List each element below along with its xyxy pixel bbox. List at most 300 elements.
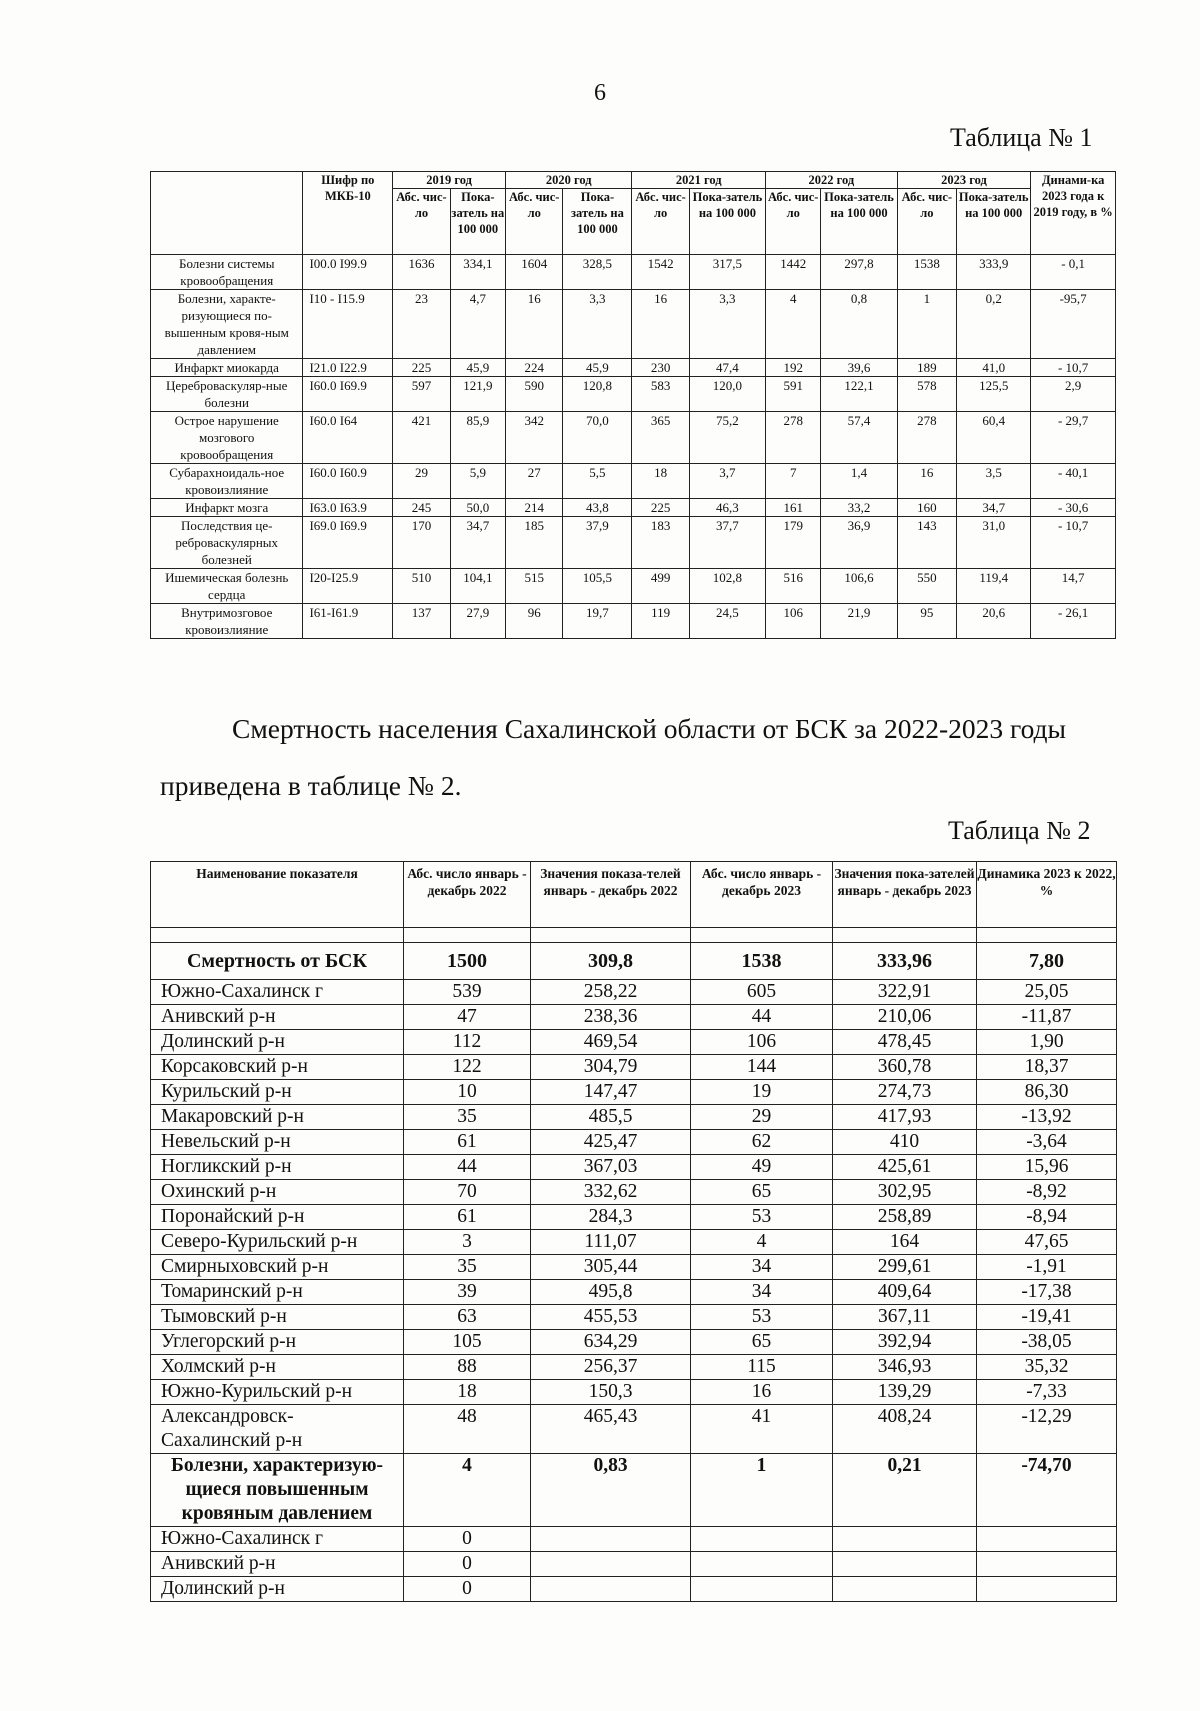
t2-cell: -19,41 [977, 1305, 1117, 1330]
t1-cell: - 29,7 [1031, 412, 1116, 464]
t2-header: Значения показа-телей январь - декабрь 2022 [531, 862, 691, 928]
t2-cell: 417,93 [833, 1105, 977, 1130]
t1-cell: 3,5 [957, 464, 1031, 499]
table-row [151, 604, 1116, 639]
t2-header: Абс. число январь - декабрь 2022 [404, 862, 531, 928]
t2-row-name: Макаровский р-н [151, 1105, 404, 1130]
t1-cell: 85,9 [450, 412, 505, 464]
table-row [151, 1130, 1117, 1155]
t1-cell: 39,6 [821, 359, 897, 377]
t2-cell: 367,11 [833, 1305, 977, 1330]
t1-cell: 590 [506, 377, 563, 412]
t1-cell: 120,0 [689, 377, 765, 412]
t1-row-code: I63.0 I63.9 [303, 499, 393, 517]
table-row [151, 1080, 1117, 1105]
t2-cell: 0,21 [833, 1454, 977, 1527]
t1-cell: 16 [632, 290, 689, 359]
t1-row-code: I21.0 I22.9 [303, 359, 393, 377]
t1-cell: 143 [897, 517, 957, 569]
table-row [151, 1255, 1117, 1280]
t2-cell: 44 [404, 1155, 531, 1180]
t2-row-name: Южно-Курильский р-н [151, 1380, 404, 1405]
table-row [151, 1030, 1117, 1055]
table-row [151, 1305, 1117, 1330]
t1-header-year: 2022 год [766, 172, 898, 189]
t2-cell: 634,29 [531, 1330, 691, 1355]
paragraph-line1: Смертность населения Сахалинской области от БСК за 2022-2023 годы [232, 713, 1066, 744]
t1-header-year: 2021 год [632, 172, 766, 189]
t2-cell: 7,80 [977, 943, 1117, 980]
t2-cell [977, 1527, 1117, 1552]
t2-cell: 29 [691, 1105, 833, 1130]
t2-header: Значения пока-зателей январь - декабрь 2023 [833, 862, 977, 928]
t2-cell: 48 [404, 1405, 531, 1454]
t1-cell: 0,2 [957, 290, 1031, 359]
t2-cell [833, 1552, 977, 1577]
t1-cell: 121,9 [450, 377, 505, 412]
t1-header-name [151, 172, 303, 255]
t2-cell: 299,61 [833, 1255, 977, 1280]
t1-cell: 333,9 [957, 255, 1031, 290]
table-row [151, 1205, 1117, 1230]
table-row [151, 943, 1117, 980]
t1-cell: 125,5 [957, 377, 1031, 412]
t1-cell: 583 [632, 377, 689, 412]
t1-row-name: Острое нарушение мозгового кровообращения [151, 412, 303, 464]
t2-cell: 274,73 [833, 1080, 977, 1105]
t2-header: Динамика 2023 к 2022, % [977, 862, 1117, 928]
t2-cell: 346,93 [833, 1355, 977, 1380]
t2-row-name: Тымовский р-н [151, 1305, 404, 1330]
t1-cell: 60,4 [957, 412, 1031, 464]
t2-cell: 0 [404, 1577, 531, 1602]
t2-cell: 302,95 [833, 1180, 977, 1205]
t1-cell: 597 [393, 377, 450, 412]
t1-row-code: I60.0 I60.9 [303, 464, 393, 499]
t2-cell: 333,96 [833, 943, 977, 980]
t1-cell: 27,9 [450, 604, 505, 639]
t2-row-name: Углегорский р-н [151, 1330, 404, 1355]
t1-cell: 45,9 [563, 359, 632, 377]
table-row [151, 1355, 1117, 1380]
t2-cell: 322,91 [833, 980, 977, 1005]
table-row [151, 1180, 1117, 1205]
t2-cell: 18 [404, 1380, 531, 1405]
t1-cell: 328,5 [563, 255, 632, 290]
table-row [151, 1552, 1117, 1577]
t2-cell [531, 1552, 691, 1577]
t2-cell: -74,70 [977, 1454, 1117, 1527]
t2-cell: 469,54 [531, 1030, 691, 1055]
t2-row-name: Ногликский р-н [151, 1155, 404, 1180]
t1-cell: - 10,7 [1031, 517, 1116, 569]
table-row [151, 359, 1116, 377]
t1-row-name: Внутримозговое кровоизлияние [151, 604, 303, 639]
t2-cell: 18,37 [977, 1055, 1117, 1080]
t2-cell: 105 [404, 1330, 531, 1355]
t1-cell: 46,3 [689, 499, 765, 517]
t2-cell: 238,36 [531, 1005, 691, 1030]
t1-row-name: Цереброваскуляр-ные болезни [151, 377, 303, 412]
t1-row-name: Болезни системы кровообращения [151, 255, 303, 290]
t2-cell [531, 1527, 691, 1552]
t1-cell: 317,5 [689, 255, 765, 290]
t2-cell [531, 1577, 691, 1602]
table-row [151, 1330, 1117, 1355]
t2-cell [691, 1577, 833, 1602]
t2-cell: 304,79 [531, 1055, 691, 1080]
t1-header-dynamics: Динами-ка 2023 года к 2019 году, в % [1031, 172, 1116, 255]
t2-row-name: Александровск-Сахалинский р-н [151, 1405, 404, 1454]
t2-row-name: Невельский р-н [151, 1130, 404, 1155]
t2-cell: 367,03 [531, 1155, 691, 1180]
t1-cell: 192 [766, 359, 821, 377]
t1-cell: 1 [897, 290, 957, 359]
table-row [151, 980, 1117, 1005]
t1-cell: 14,7 [1031, 569, 1116, 604]
t2-cell [977, 1577, 1117, 1602]
t2-cell: -12,29 [977, 1405, 1117, 1454]
t2-cell: 15,96 [977, 1155, 1117, 1180]
table-row [151, 1577, 1117, 1602]
t2-cell: 139,29 [833, 1380, 977, 1405]
t1-cell: 185 [506, 517, 563, 569]
table-row [151, 1454, 1117, 1527]
table-row [151, 255, 1116, 290]
t1-cell: - 40,1 [1031, 464, 1116, 499]
t2-row-name: Смирныховский р-н [151, 1255, 404, 1280]
t2-cell: 0 [404, 1552, 531, 1577]
t2-cell: 410 [833, 1130, 977, 1155]
t1-cell: 41,0 [957, 359, 1031, 377]
t2-cell: 309,8 [531, 943, 691, 980]
t1-cell: 510 [393, 569, 450, 604]
t1-cell: 18 [632, 464, 689, 499]
table-row [151, 377, 1116, 412]
t1-cell: 36,9 [821, 517, 897, 569]
t2-cell: 408,24 [833, 1405, 977, 1454]
t1-row-name: Последствия це-реброваскулярных болезней [151, 517, 303, 569]
t2-cell: 70 [404, 1180, 531, 1205]
t2-row-name: Смертность от БСК [151, 943, 404, 980]
t2-cell: 485,5 [531, 1105, 691, 1130]
t1-cell: 1604 [506, 255, 563, 290]
t2-cell: -17,38 [977, 1280, 1117, 1305]
t2-cell: 0 [404, 1527, 531, 1552]
t2-cell-empty [404, 928, 531, 943]
t1-header-year: 2019 год [393, 172, 506, 189]
t1-cell: 105,5 [563, 569, 632, 604]
table-row [151, 290, 1116, 359]
t2-row-name: Курильский р-н [151, 1080, 404, 1105]
t1-cell: 37,9 [563, 517, 632, 569]
t1-header-year: 2020 год [506, 172, 632, 189]
t2-cell: 16 [691, 1380, 833, 1405]
t1-cell: 24,5 [689, 604, 765, 639]
t2-cell: 63 [404, 1305, 531, 1330]
t1-cell: 23 [393, 290, 450, 359]
table-row [151, 517, 1116, 569]
table-row [151, 499, 1116, 517]
t2-cell: 150,3 [531, 1380, 691, 1405]
t2-cell: 34 [691, 1255, 833, 1280]
t2-cell: 4 [691, 1230, 833, 1255]
t2-cell: 35,32 [977, 1355, 1117, 1380]
table-row [151, 1105, 1117, 1130]
t1-cell: 119 [632, 604, 689, 639]
t2-cell: 39 [404, 1280, 531, 1305]
table-row [151, 1380, 1117, 1405]
t2-cell: 61 [404, 1205, 531, 1230]
t2-cell: 19 [691, 1080, 833, 1105]
t1-cell: 170 [393, 517, 450, 569]
table-row [151, 569, 1116, 604]
t1-cell: 342 [506, 412, 563, 464]
t2-cell: 284,3 [531, 1205, 691, 1230]
t2-cell: 25,05 [977, 980, 1117, 1005]
t2-row-name: Северо-Курильский р-н [151, 1230, 404, 1255]
t1-cell: 33,2 [821, 499, 897, 517]
t2-cell: 53 [691, 1305, 833, 1330]
t2-cell: -8,92 [977, 1180, 1117, 1205]
t1-cell: 120,8 [563, 377, 632, 412]
t1-header-code: Шифр по МКБ-10 [303, 172, 393, 255]
t1-cell: 19,7 [563, 604, 632, 639]
t2-cell: 147,47 [531, 1080, 691, 1105]
t1-cell: 29 [393, 464, 450, 499]
t1-cell: - 30,6 [1031, 499, 1116, 517]
t1-cell: 278 [766, 412, 821, 464]
t2-cell: 35 [404, 1255, 531, 1280]
t1-cell: 47,4 [689, 359, 765, 377]
t2-cell-empty [833, 928, 977, 943]
t2-cell: 88 [404, 1355, 531, 1380]
table2 [150, 861, 1117, 1602]
t1-cell: 5,5 [563, 464, 632, 499]
t2-cell: -7,33 [977, 1380, 1117, 1405]
t1-cell: 230 [632, 359, 689, 377]
t1-cell: 20,6 [957, 604, 1031, 639]
t2-cell: 61 [404, 1130, 531, 1155]
t1-cell: 137 [393, 604, 450, 639]
t1-row-code: I10 - I15.9 [303, 290, 393, 359]
t2-cell: 65 [691, 1180, 833, 1205]
t1-cell: 214 [506, 499, 563, 517]
t1-cell: 516 [766, 569, 821, 604]
t2-cell: 210,06 [833, 1005, 977, 1030]
t1-cell: 550 [897, 569, 957, 604]
t2-cell: 62 [691, 1130, 833, 1155]
t1-cell: 16 [506, 290, 563, 359]
table-row [151, 464, 1116, 499]
t1-cell: 21,9 [821, 604, 897, 639]
t1-row-code: I60.0 I69.9 [303, 377, 393, 412]
t2-cell: 115 [691, 1355, 833, 1380]
t1-header-abs: Абс. чис-ло [766, 189, 821, 255]
t2-cell: 465,43 [531, 1405, 691, 1454]
t2-cell-empty [151, 928, 404, 943]
t2-cell: 122 [404, 1055, 531, 1080]
t1-cell: 4,7 [450, 290, 505, 359]
t1-header-abs: Абс. чис-ло [393, 189, 450, 255]
t1-cell: 245 [393, 499, 450, 517]
t1-cell: 515 [506, 569, 563, 604]
t1-row-code: I60.0 I64 [303, 412, 393, 464]
t2-cell: 47,65 [977, 1230, 1117, 1255]
t2-cell: 53 [691, 1205, 833, 1230]
t1-cell: 75,2 [689, 412, 765, 464]
t1-row-name: Субарахноидаль-ное кровоизлияние [151, 464, 303, 499]
t1-cell: 1,4 [821, 464, 897, 499]
t1-row-name: Инфаркт мозга [151, 499, 303, 517]
t1-header-year: 2023 год [897, 172, 1031, 189]
t2-cell: 478,45 [833, 1030, 977, 1055]
t1-cell: 4 [766, 290, 821, 359]
t2-cell: -3,64 [977, 1130, 1117, 1155]
t2-cell: 1500 [404, 943, 531, 980]
t2-cell: 1538 [691, 943, 833, 980]
table-row [151, 1405, 1117, 1454]
t2-cell: -38,05 [977, 1330, 1117, 1355]
t1-header-rate: Пока-затель на 100 000 [450, 189, 505, 255]
t1-cell: 57,4 [821, 412, 897, 464]
t2-cell: 164 [833, 1230, 977, 1255]
t1-header-abs: Абс. чис-ло [506, 189, 563, 255]
t2-cell: 47 [404, 1005, 531, 1030]
t1-cell: 160 [897, 499, 957, 517]
t1-cell: 365 [632, 412, 689, 464]
t1-cell: 5,9 [450, 464, 505, 499]
t1-cell: 3,3 [689, 290, 765, 359]
t1-cell: 183 [632, 517, 689, 569]
t1-cell: 27 [506, 464, 563, 499]
t2-cell: 332,62 [531, 1180, 691, 1205]
t1-cell: -95,7 [1031, 290, 1116, 359]
t1-cell: - 26,1 [1031, 604, 1116, 639]
t1-cell: 297,8 [821, 255, 897, 290]
t2-cell: 360,78 [833, 1055, 977, 1080]
t2-cell: 425,61 [833, 1155, 977, 1180]
t1-cell: 34,7 [957, 499, 1031, 517]
t2-row-name: Южно-Сахалинск г [151, 980, 404, 1005]
t1-row-name: Инфаркт миокарда [151, 359, 303, 377]
t1-header-rate: Пока-затель на 100 000 [563, 189, 632, 255]
table-row [151, 412, 1116, 464]
t2-cell: 0,83 [531, 1454, 691, 1527]
table2-caption: Таблица № 2 [948, 816, 1091, 845]
t2-cell: -11,87 [977, 1005, 1117, 1030]
t2-cell: 455,53 [531, 1305, 691, 1330]
table1-caption: Таблица № 1 [950, 123, 1093, 152]
t2-cell: 112 [404, 1030, 531, 1055]
t2-cell: 1 [691, 1454, 833, 1527]
t1-cell: 122,1 [821, 377, 897, 412]
t2-cell: 258,89 [833, 1205, 977, 1230]
t1-cell: 16 [897, 464, 957, 499]
t1-cell: 45,9 [450, 359, 505, 377]
t1-cell: 278 [897, 412, 957, 464]
t2-cell: 34 [691, 1280, 833, 1305]
t2-cell: -1,91 [977, 1255, 1117, 1280]
t1-cell: 1538 [897, 255, 957, 290]
table-row [151, 1527, 1117, 1552]
table1 [150, 171, 1116, 639]
t1-header-rate: Пока-затель на 100 000 [957, 189, 1031, 255]
t1-cell: 591 [766, 377, 821, 412]
table-row [151, 1230, 1117, 1255]
t2-cell [977, 1552, 1117, 1577]
t2-row-name: Болезни, характеризую-щиеся повышенным кровяным давлением [151, 1454, 404, 1527]
t1-row-code: I20-I25.9 [303, 569, 393, 604]
t1-cell: - 10,7 [1031, 359, 1116, 377]
t2-cell: 35 [404, 1105, 531, 1130]
t2-row-name: Поронайский р-н [151, 1205, 404, 1230]
t2-cell: 256,37 [531, 1355, 691, 1380]
t1-header-abs: Абс. чис-ло [897, 189, 957, 255]
t1-cell: 50,0 [450, 499, 505, 517]
t1-cell: 179 [766, 517, 821, 569]
t1-cell: 161 [766, 499, 821, 517]
t2-cell: 65 [691, 1330, 833, 1355]
t1-cell: 578 [897, 377, 957, 412]
t1-cell: 119,4 [957, 569, 1031, 604]
t1-cell: 334,1 [450, 255, 505, 290]
t1-cell: 102,8 [689, 569, 765, 604]
t1-row-code: I69.0 I69.9 [303, 517, 393, 569]
t1-cell: 225 [393, 359, 450, 377]
t1-row-name: Ишемическая болезнь сердца [151, 569, 303, 604]
t1-cell: 104,1 [450, 569, 505, 604]
t1-cell: 95 [897, 604, 957, 639]
t1-header-abs: Абс. чис-ло [632, 189, 689, 255]
t1-cell: 1442 [766, 255, 821, 290]
table-row [151, 1155, 1117, 1180]
table-row-spacer [151, 928, 1117, 943]
t2-cell: 106 [691, 1030, 833, 1055]
t1-cell: 2,9 [1031, 377, 1116, 412]
t1-cell: 0,8 [821, 290, 897, 359]
t2-row-name: Анивский р-н [151, 1552, 404, 1577]
t2-row-name: Долинский р-н [151, 1030, 404, 1055]
t2-cell: 49 [691, 1155, 833, 1180]
t1-cell: 37,7 [689, 517, 765, 569]
table-row [151, 1280, 1117, 1305]
t2-row-name: Долинский р-н [151, 1577, 404, 1602]
t1-cell: 499 [632, 569, 689, 604]
t2-cell: 258,22 [531, 980, 691, 1005]
t2-cell: 4 [404, 1454, 531, 1527]
t2-cell: 41 [691, 1405, 833, 1454]
t1-cell: 96 [506, 604, 563, 639]
t1-row-code: I00.0 I99.9 [303, 255, 393, 290]
t1-cell: 43,8 [563, 499, 632, 517]
t2-cell: 409,64 [833, 1280, 977, 1305]
t1-cell: 224 [506, 359, 563, 377]
t1-cell: 7 [766, 464, 821, 499]
t2-cell [691, 1527, 833, 1552]
t2-row-name: Охинский р-н [151, 1180, 404, 1205]
t2-row-name: Корсаковский р-н [151, 1055, 404, 1080]
t2-cell: -13,92 [977, 1105, 1117, 1130]
t2-cell: 305,44 [531, 1255, 691, 1280]
t2-cell: -8,94 [977, 1205, 1117, 1230]
t1-row-name: Болезни, характе-ризующиеся по-вышенным кровя-ным давлением [151, 290, 303, 359]
t2-cell: 86,30 [977, 1080, 1117, 1105]
t2-row-name: Томаринский р-н [151, 1280, 404, 1305]
t2-cell: 605 [691, 980, 833, 1005]
t1-cell: 189 [897, 359, 957, 377]
t1-cell: 34,7 [450, 517, 505, 569]
